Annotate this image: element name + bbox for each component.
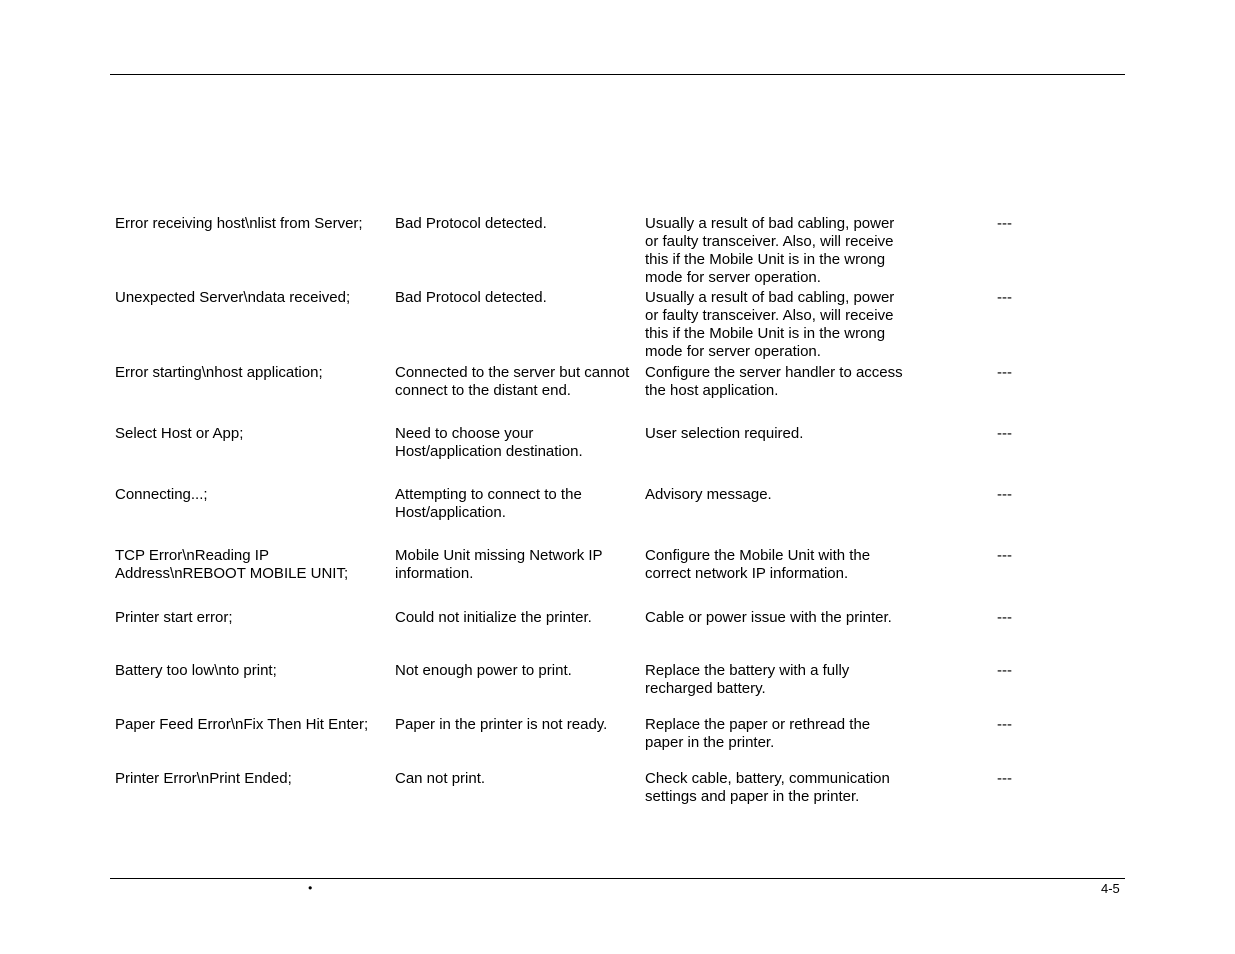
cause-cell: [395, 662, 572, 680]
cell-line: Check cable, battery, communication: [645, 770, 890, 787]
cell-line: Address\nREBOOT MOBILE UNIT;: [115, 565, 349, 582]
cell-line: Configure the Mobile Unit with the: [645, 547, 871, 564]
message-cell: [115, 609, 233, 627]
extra-cell: ---: [997, 662, 1012, 679]
solution-cell: [645, 425, 803, 443]
cell-line: Usually a result of bad cabling, power: [645, 289, 895, 306]
cell-line: Paper in the printer is not ready.: [395, 716, 608, 733]
cell-line: Printer Error\nPrint Ended;: [115, 770, 292, 787]
cell-line: Replace the paper or rethread the: [645, 716, 871, 733]
message-cell: [115, 662, 277, 680]
cell-line: Cable or power issue with the printer.: [645, 609, 892, 626]
cell-line: Could not initialize the printer.: [395, 609, 592, 626]
message-cell: [115, 289, 350, 307]
extra-cell: ---: [997, 486, 1012, 503]
extra-cell: ---: [997, 609, 1012, 626]
cell-line: TCP Error\nReading IP: [115, 547, 269, 564]
cell-line: Usually a result of bad cabling, power: [645, 215, 895, 232]
cause-cell: [395, 716, 607, 734]
cell-line: Not enough power to print.: [395, 662, 572, 679]
cell-line: Need to choose your: [395, 425, 534, 442]
message-cell: [115, 716, 368, 734]
cell-line: Can not print.: [395, 770, 486, 787]
cell-line: Error receiving host\nlist from Server;: [115, 215, 363, 232]
header-rule: [110, 74, 1125, 75]
message-cell: [115, 425, 243, 443]
cell-line: paper in the printer.: [645, 734, 775, 751]
footer-bullet: •: [308, 881, 313, 895]
message-cell: [115, 547, 348, 583]
cell-line: or faulty transceiver. Also, will receive: [645, 233, 894, 250]
solution-cell: [645, 215, 894, 287]
cell-line: Connected to the server but cannot: [395, 364, 630, 381]
extra-cell: ---: [997, 425, 1012, 442]
cell-line: Host/application.: [395, 504, 506, 521]
solution-cell: [645, 289, 894, 361]
cell-line: Configure the server handler to access: [645, 364, 903, 381]
solution-cell: [645, 609, 892, 627]
cell-line: or faulty transceiver. Also, will receive: [645, 307, 894, 324]
page-number: 4-5: [1101, 881, 1120, 896]
cause-cell: [395, 486, 582, 522]
cell-line: Host/application destination.: [395, 443, 583, 460]
cell-line: Bad Protocol detected.: [395, 215, 547, 232]
cell-line: correct network IP information.: [645, 565, 849, 582]
cell-line: Advisory message.: [645, 486, 772, 503]
cell-line: settings and paper in the printer.: [645, 788, 860, 805]
cell-line: Attempting to connect to the: [395, 486, 582, 503]
cell-line: information.: [395, 565, 474, 582]
solution-cell: [645, 547, 870, 583]
message-cell: [115, 364, 323, 382]
cell-line: the host application.: [645, 382, 779, 399]
cause-cell: [395, 770, 485, 788]
cell-line: User selection required.: [645, 425, 804, 442]
cause-cell: [395, 289, 547, 307]
solution-cell: [645, 486, 772, 504]
cell-line: Unexpected Server\ndata received;: [115, 289, 351, 306]
extra-cell: ---: [997, 770, 1012, 787]
cell-line: Mobile Unit missing Network IP: [395, 547, 603, 564]
cell-line: mode for server operation.: [645, 269, 821, 286]
cell-line: this if the Mobile Unit is in the wrong: [645, 325, 886, 342]
cause-cell: [395, 364, 629, 400]
cell-line: Battery too low\nto print;: [115, 662, 277, 679]
extra-cell: ---: [997, 547, 1012, 564]
cause-cell: [395, 609, 592, 627]
cell-line: Replace the battery with a fully: [645, 662, 850, 679]
cause-cell: [395, 547, 603, 583]
solution-cell: [645, 770, 890, 806]
cell-line: Printer start error;: [115, 609, 233, 626]
cell-line: Select Host or App;: [115, 425, 244, 442]
cause-cell: [395, 425, 583, 461]
cell-line: Connecting...;: [115, 486, 208, 503]
message-cell: [115, 770, 292, 788]
cause-cell: [395, 215, 547, 233]
message-cell: [115, 215, 363, 233]
cell-line: Paper Feed Error\nFix Then Hit Enter;: [115, 716, 369, 733]
cell-line: Bad Protocol detected.: [395, 289, 547, 306]
cell-line: connect to the distant end.: [395, 382, 571, 399]
footer-rule: [110, 878, 1125, 879]
cell-line: Error starting\nhost application;: [115, 364, 323, 381]
cell-line: this if the Mobile Unit is in the wrong: [645, 251, 886, 268]
solution-cell: [645, 662, 849, 698]
extra-cell: ---: [997, 716, 1012, 733]
extra-cell: ---: [997, 215, 1012, 232]
cell-line: mode for server operation.: [645, 343, 821, 360]
solution-cell: [645, 716, 870, 752]
extra-cell: ---: [997, 364, 1012, 381]
solution-cell: [645, 364, 903, 400]
cell-line: recharged battery.: [645, 680, 766, 697]
extra-cell: ---: [997, 289, 1012, 306]
message-cell: [115, 486, 208, 504]
